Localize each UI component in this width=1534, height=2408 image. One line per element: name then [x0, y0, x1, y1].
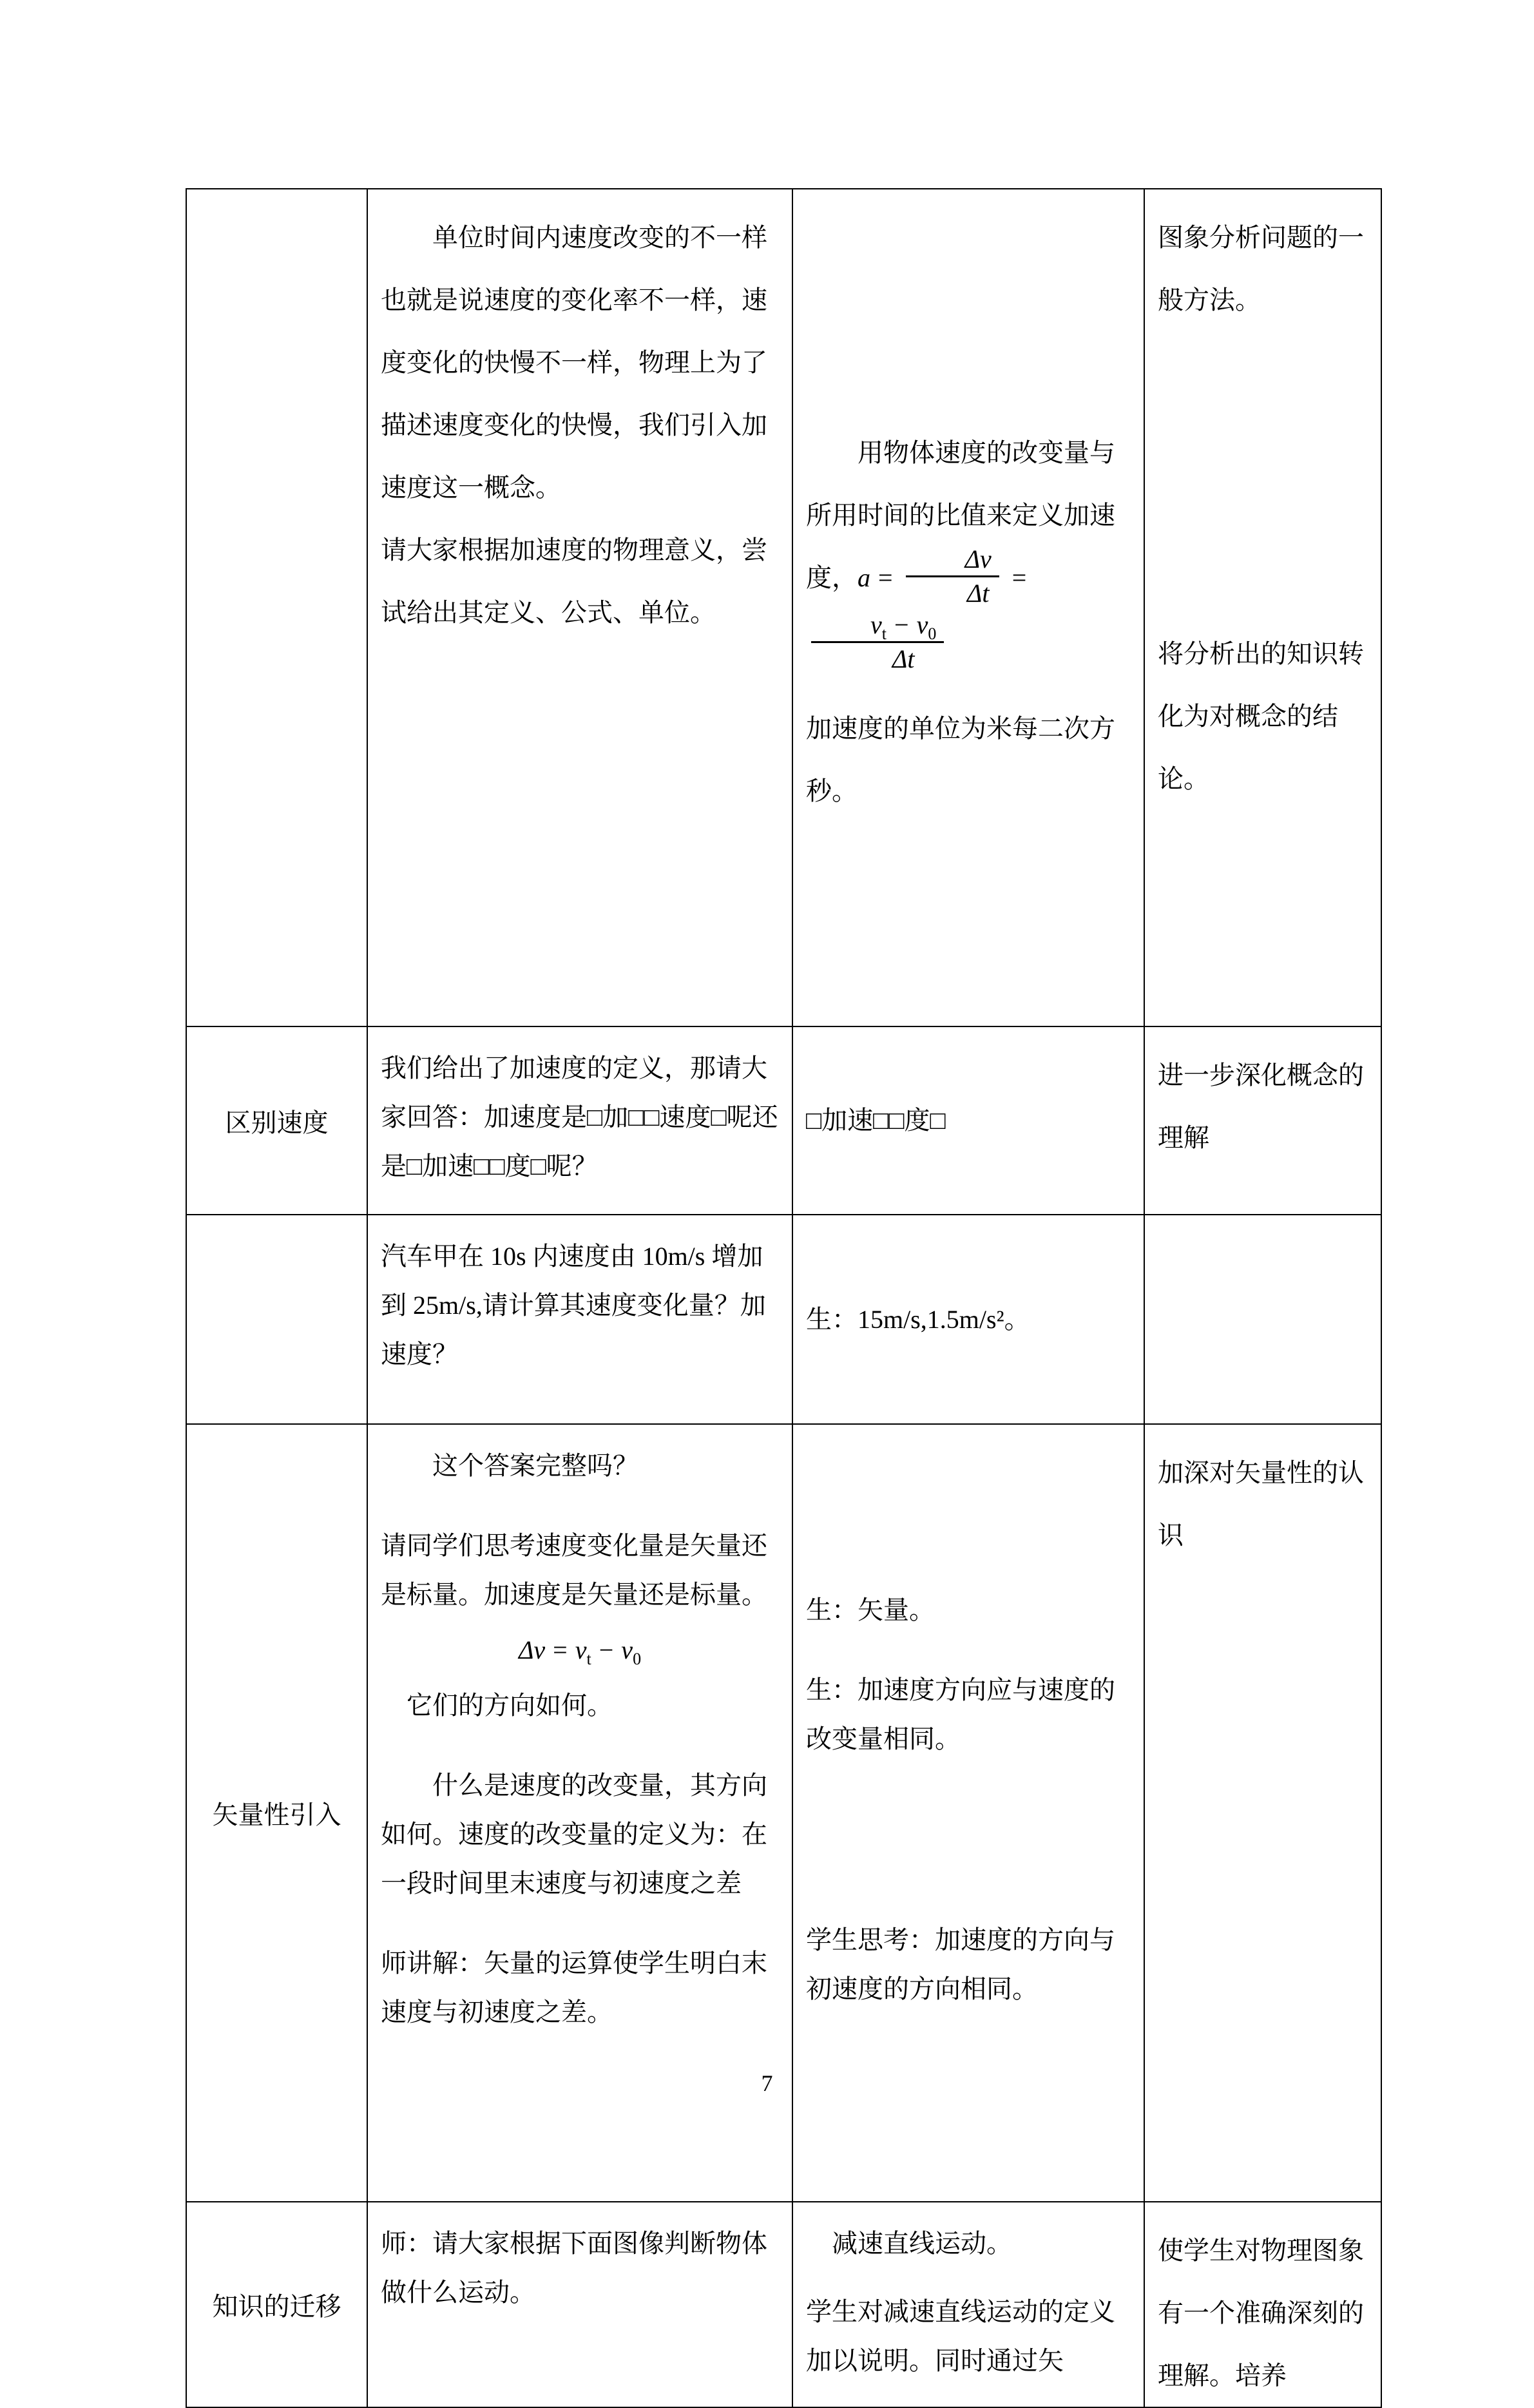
stage-label: 矢量性引入 [212, 1800, 341, 1829]
table-row [186, 1215, 1381, 1424]
minus-sign: − [599, 1635, 614, 1664]
table-row [186, 1026, 1381, 1215]
teacher-paragraph: 师讲解：矢量的运算使学生明白末速度与初速度之差。 [381, 1949, 767, 2027]
minus-sign: − [894, 610, 909, 639]
teacher-paragraph: 什么是速度的改变量，其方向如何。速度的改变量的定义为：在一段时间里末速度与初速度之差 [381, 1771, 767, 1898]
student-activity-cell [792, 2202, 1144, 2407]
student-paragraph-text: 用物体速度的改变量与所用时间的比值来定义加速度， [806, 438, 1115, 592]
fraction: $\frac{v_t - v_0}{\Delta t}$ [811, 611, 944, 675]
stage-label-cell [186, 2202, 367, 2407]
equals-sign: = [553, 1635, 568, 1664]
student-paragraph: 加速度的单位为米每二次方秒。 [806, 714, 1115, 806]
design-intent-paragraph: 使学生对物理图象有一个准确深刻的理解。培养 [1158, 2236, 1364, 2390]
teacher-paragraph: 我们给出了加速度的定义，那请大家回答：加速度是□加□□速度□呢还是□加速□□度□呢？ [381, 1054, 778, 1180]
student-paragraph [806, 421, 1131, 678]
teacher-paragraph: 师：请大家根据下面图像判断物体做什么运动。 [381, 2229, 767, 2307]
design-intent-cell [1144, 1215, 1381, 1424]
fraction: $\frac{\Delta v}{\Delta t}$ [906, 545, 999, 609]
teacher-paragraph: 请大家根据加速度的物理意义，尝试给出其定义、公式、单位。 [381, 535, 767, 627]
stage-label-cell [186, 1026, 367, 1215]
teacher-paragraph: 它们的方向如何。 [407, 1691, 613, 1720]
student-activity-cell [792, 189, 1144, 1026]
equals-sign: = [878, 563, 893, 592]
student-paragraph: 学生对减速直线运动的定义加以说明。同时通过矢 [806, 2297, 1115, 2375]
design-intent-cell [1144, 1026, 1381, 1215]
delta-v-formula: $\Delta v = v_t - v_0$ [518, 1635, 642, 1668]
table-row [186, 189, 1381, 1026]
teacher-paragraph: 汽车甲在 10s 内速度由 10m/s 增加到 25m/s,请计算其速度变化量？加速度？ [381, 1242, 766, 1369]
student-activity-cell [792, 1215, 1144, 1424]
stage-label-cell [186, 1215, 367, 1424]
design-intent-paragraph: 将分析出的知识转化为对概念的结论。 [1158, 639, 1364, 793]
stage-label: 区别速度 [225, 1108, 329, 1137]
teacher-activity-cell [367, 2202, 792, 2407]
student-paragraph: 减速直线运动。 [832, 2229, 1012, 2258]
stage-label-cell [186, 189, 367, 1026]
student-activity-cell [792, 1026, 1144, 1215]
student-paragraph: 生：矢量。 [806, 1595, 935, 1624]
teacher-activity-cell [367, 1026, 792, 1215]
design-intent-cell [1144, 2202, 1381, 2407]
teacher-paragraph: 单位时间内速度改变的不一样也就是说速度的变化率不一样，速度变化的快慢不一样，物理上为了描述速度变化的快慢，我们引入加速度这一概念。 [381, 223, 767, 502]
design-intent-cell [1144, 189, 1381, 1026]
page-number: 7 [761, 2070, 773, 2096]
design-intent-paragraph: 图象分析问题的一般方法。 [1158, 223, 1364, 314]
table-row [186, 2202, 1381, 2407]
design-intent-paragraph: 加深对矢量性的认识 [1158, 1458, 1364, 1550]
formula-variable: a [858, 563, 870, 592]
teacher-activity-cell [367, 189, 792, 1026]
equals-sign: = [1011, 563, 1027, 592]
teacher-activity-cell [367, 1215, 792, 1424]
stage-label: 知识的迁移 [212, 2292, 341, 2321]
teacher-paragraph: 这个答案完整吗？ [432, 1451, 638, 1480]
student-paragraph: 生：15m/s,1.5m/s²。 [806, 1304, 1030, 1334]
student-paragraph: □加速□□度□ [806, 1106, 946, 1135]
teacher-paragraph: 请同学们思考速度变化量是矢量还是标量。加速度是矢量还是标量。 [381, 1531, 767, 1609]
design-intent-paragraph: 进一步深化概念的理解 [1158, 1061, 1364, 1152]
student-paragraph: 生：加速度方向应与速度的改变量相同。 [806, 1675, 1115, 1753]
student-paragraph: 学生思考：加速度的方向与初速度的方向相同。 [806, 1925, 1115, 2003]
